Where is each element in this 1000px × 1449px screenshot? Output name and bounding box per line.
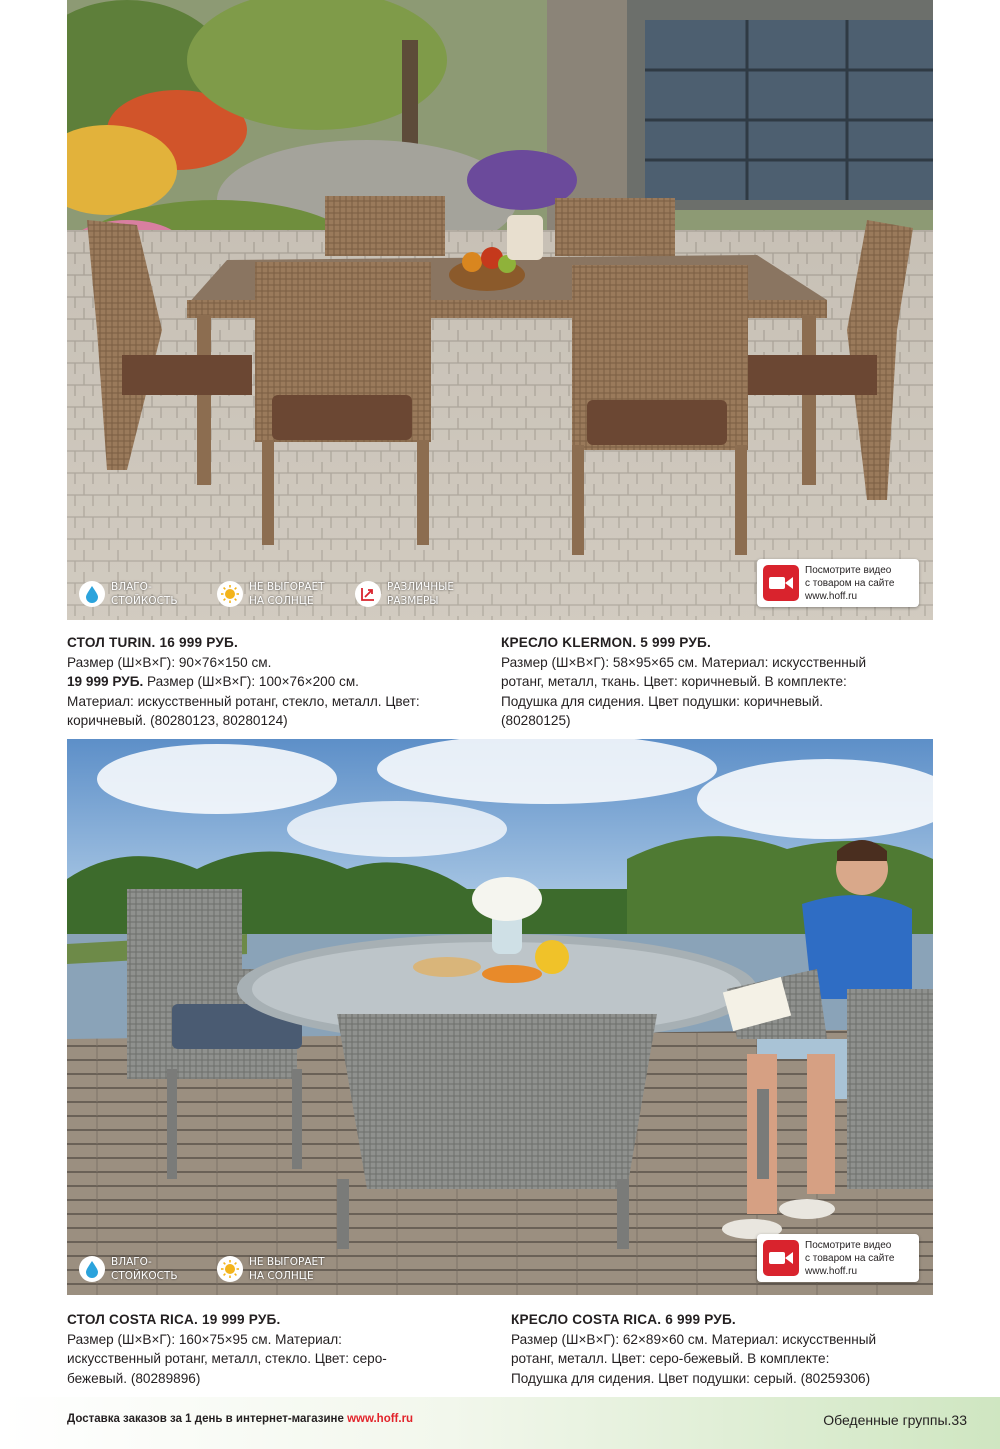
feature-water-resistance — [79, 580, 195, 608]
video-camera-icon — [763, 1240, 799, 1276]
video-link-text — [805, 1239, 894, 1278]
sun-icon — [217, 1256, 243, 1282]
turin-size-2 — [67, 672, 487, 692]
size-arrows-icon — [355, 581, 381, 607]
video-line-1: Посмотрите видео — [805, 1239, 892, 1251]
turin-scene-illustration — [67, 0, 933, 620]
turin-dining-set-photo — [67, 0, 933, 620]
costa-rica-scene-illustration — [67, 739, 933, 1295]
feature-sun-resistance — [217, 580, 333, 608]
costa-rica-table-line-2: искусственный ротанг, металл, стекло. Цвет: серо- — [67, 1351, 387, 1366]
costa-rica-chair-line-1: Размер (Ш×В×Г): 62×89×60 см. Материал: искусственный — [511, 1331, 877, 1347]
delivery-text: Доставка заказов за 1 день в интернет-магазине — [67, 1413, 348, 1425]
costa-rica-chair-description — [511, 1310, 931, 1388]
costa-rica-chair-line-3: Подушка для сидения. Цвет подушки: серый. (80259306) — [511, 1370, 871, 1386]
turin-color: коричневый. (80280123, 80280124) — [67, 713, 288, 728]
klermon-line-1: Размер (Ш×В×Г): 58×95×65 см. Материал: искусственный — [501, 654, 867, 670]
turin-price-2: 19 999 РУБ. — [67, 674, 144, 689]
turin-size-2-text: Размер (Ш×В×Г): 100×76×200 см. — [143, 674, 359, 689]
turin-title: СТОЛ TURIN. 16 999 РУБ. — [67, 635, 238, 650]
feature-sun-resistance — [217, 1255, 333, 1283]
costa-rica-chair-line-2: ротанг, металл. Цвет: серо-бежевый. В комплекте: — [511, 1351, 830, 1366]
costa-rica-table-title: СТОЛ COSTA RICA. 19 999 РУБ. — [67, 1312, 281, 1327]
water-drop-icon — [79, 581, 105, 607]
sun-icon — [217, 581, 243, 607]
costa-rica-table-description — [67, 1310, 487, 1388]
video-site-link[interactable]: www.hoff.ru — [805, 590, 858, 602]
klermon-line-4: (80280125) — [501, 713, 571, 728]
video-link-badge[interactable] — [757, 559, 919, 607]
water-drop-icon — [79, 1256, 105, 1282]
video-line-2: с товаром на сайте — [805, 1252, 895, 1264]
klermon-title: КРЕСЛО KLERMON. 5 999 РУБ. — [501, 635, 711, 650]
costa-rica-set-photo — [67, 739, 933, 1295]
video-line-1: Посмотрите видео — [805, 564, 892, 576]
feature-various-sizes — [355, 580, 471, 608]
turin-material: Материал: искусственный ротанг, стекло, металл. Цвет: — [67, 693, 420, 709]
video-camera-icon — [763, 565, 799, 601]
klermon-line-2: ротанг, металл, ткань. Цвет: коричневый. В комплекте: — [501, 674, 847, 689]
feature-water-resistance — [79, 1255, 195, 1283]
feature-label: НЕ ВЫГОРАЕТ НА СОЛНЦЕ — [249, 1256, 325, 1282]
video-site-link[interactable]: www.hoff.ru — [805, 1265, 858, 1277]
site-link[interactable]: www.hoff.ru — [347, 1413, 414, 1425]
page-section-label: Обеденные группы.33 — [823, 1412, 967, 1428]
feature-label: ВЛАГО- СТОЙКОСТЬ — [111, 581, 178, 607]
feature-label: РАЗЛИЧНЫЕ РАЗМЕРЫ — [387, 581, 454, 607]
feature-icons — [79, 580, 471, 608]
video-link-text — [805, 564, 894, 603]
delivery-note — [67, 1413, 413, 1425]
video-link-badge[interactable] — [757, 1234, 919, 1282]
costa-rica-table-line-3: бежевый. (80289896) — [67, 1370, 201, 1386]
page-footer — [0, 1397, 1000, 1449]
costa-rica-chair-title: КРЕСЛО COSTA RICA. 6 999 РУБ. — [511, 1312, 736, 1327]
feature-label: НЕ ВЫГОРАЕТ НА СОЛНЦЕ — [249, 581, 325, 607]
klermon-chair-description — [501, 633, 931, 731]
feature-icons — [79, 1255, 333, 1283]
turin-size-1: Размер (Ш×В×Г): 90×76×150 см. — [67, 654, 272, 670]
turin-table-description — [67, 633, 487, 731]
video-line-2: с товаром на сайте — [805, 577, 895, 589]
klermon-line-3: Подушка для сидения. Цвет подушки: коричневый. — [501, 693, 824, 709]
feature-label: ВЛАГО- СТОЙКОСТЬ — [111, 1256, 178, 1282]
costa-rica-table-line-1: Размер (Ш×В×Г): 160×75×95 см. Материал: — [67, 1331, 342, 1347]
